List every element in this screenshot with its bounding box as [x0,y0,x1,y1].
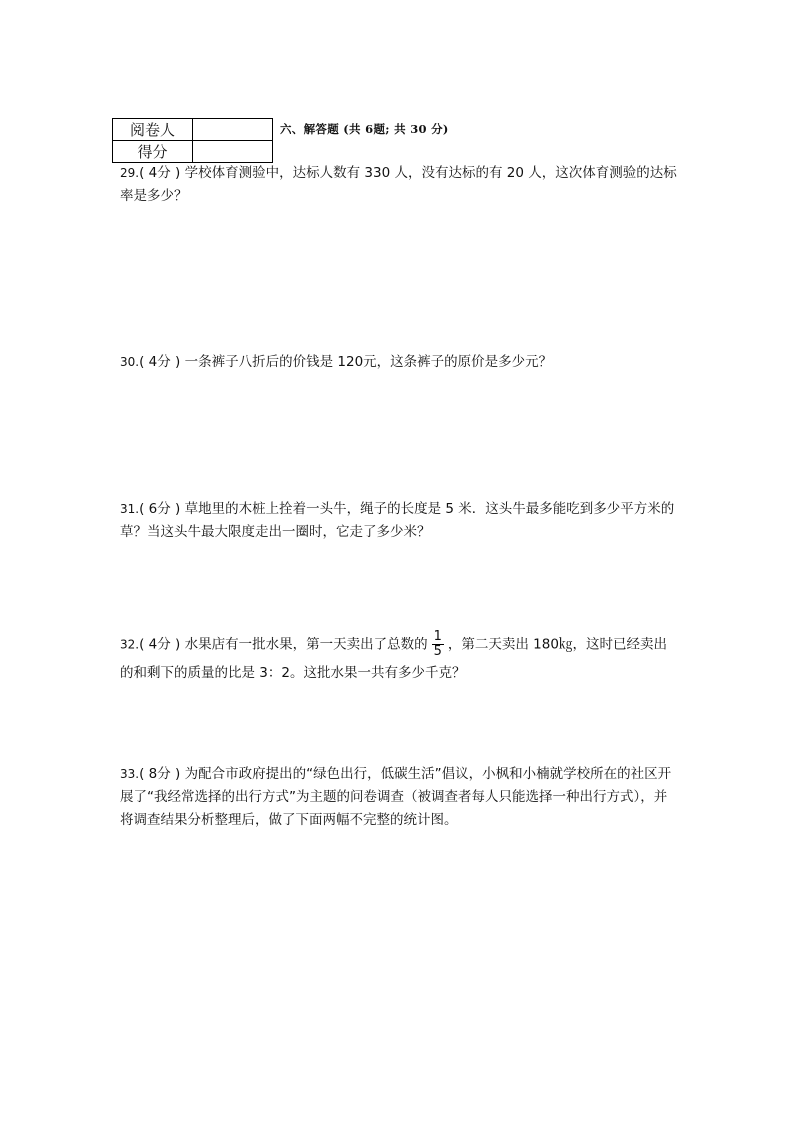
question-text: 草地里的木桩上拴着一头牛，绳子的长度是 5 米．这头牛最多能吃到多少平方米的草？当这头牛最大限度走出一圈时，它走了多少米？ [120,501,675,540]
question-text-before: 水果店有一批水果，第一天卖出了总数的 [184,636,428,653]
question-29 [120,162,680,208]
question-text: 学校体育测验中，达标人数有 330 人，没有达标的有 20 人，这次体育测验的达标率是多少？ [120,165,677,204]
question-number: 29. [120,166,140,180]
question-text-after: ，第二天卖出 180㎏，这时已经卖出的和剩下的质量的比是 3：2。这批水果一共有多少千克？ [120,636,667,681]
fraction-denominator: 5 [433,644,442,659]
question-text: 为配合市政府提出的“绿色出行，低碳生活”倡议，小枫和小楠就学校所在的社区开展了“我经常选择的出行方式”为主题的问卷调查（被调查者每人只能选择一种出行方式），并将调查结果分析整理后，做了下面两幅不完整的统计图。 [120,766,672,828]
fraction-numerator: 1 [433,629,442,644]
score-table [112,118,273,163]
question-points: ( 4分 ) [139,354,181,370]
question-points: ( 8分 ) [139,766,181,782]
question-30 [120,351,680,374]
question-text: 一条裤子八折后的价钱是 120元，这条裤子的原价是多少元？ [184,354,553,370]
reviewer-value-cell [193,119,273,141]
question-32 [120,630,680,687]
question-number: 32. [120,637,140,652]
question-points: ( 4分 ) [139,636,181,653]
question-31 [120,498,680,544]
score-label: 得分 [113,141,193,163]
question-number: 33. [120,767,140,781]
question-33 [120,763,680,832]
section-title: 六、解答题 (共 6题; 共 30 分) [280,122,449,136]
score-value-cell [193,141,273,163]
question-points: ( 4分 ) [139,165,181,181]
question-number: 31. [120,502,140,516]
question-points: ( 6分 ) [139,501,181,517]
fraction-one-fifth [432,630,444,659]
reviewer-label: 阅卷人 [113,119,193,141]
question-number: 30. [120,355,140,369]
